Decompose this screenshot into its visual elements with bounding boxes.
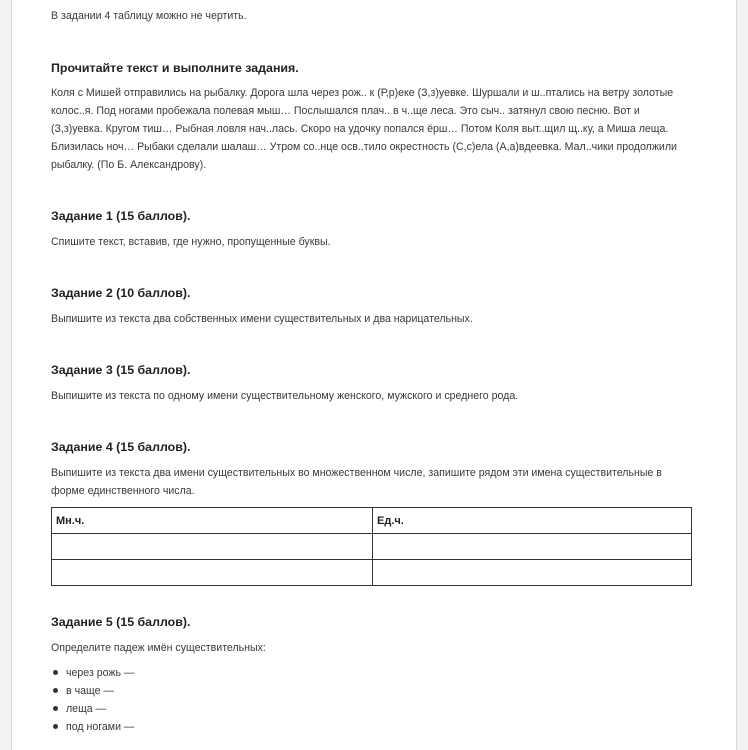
list-item (51, 700, 135, 718)
task-4-title: Задание 4 (15 баллов). (51, 440, 191, 454)
table-cell[interactable] (373, 560, 692, 586)
table-header-row (52, 508, 692, 534)
list-item (51, 682, 135, 700)
list-item (51, 664, 135, 682)
bullet-icon (53, 724, 58, 729)
task-5-title: Задание 5 (15 баллов). (51, 615, 191, 629)
task-2-title: Задание 2 (10 баллов). (51, 286, 191, 300)
worksheet-page (12, 0, 736, 750)
task-2-text: Выпишите из текста два собственных имени существительных и два нарицательных. (51, 313, 473, 325)
table-note: В задании 4 таблицу можно не чертить. (51, 10, 247, 22)
reading-text: Коля с Мишей отправились на рыбалку. Дорога шла через рож.. к (Р,р)еке (З,з)уевке. Шуршали и ш..птались на ветру золотые колос..я. Под ногами пробежала полевая мыш… Послышался плач.. в ч..ще леса. Это сыч.. затянул свою песню. Вот и (З,з)уевка. Кругом тиш… Рыбная ловля нач..лась. Скоро на удочку попался ёрш… Потом Коля выт..щил щ..ку, а Миша леща. Близилась ноч… Рыбаки сделали шалаш… Утром со..нце осв..тило окрестность (С,с)ела (А,а)вдеевка. Мал..чики продолжили рыбалку. (По Б. Александрову). (51, 87, 677, 171)
bullet-icon (53, 688, 58, 693)
case-list (51, 664, 135, 736)
list-item-text: леща — (66, 703, 107, 715)
bullet-icon (53, 670, 58, 675)
list-item-text: через рожь — (66, 667, 135, 679)
task-3-title: Задание 3 (15 баллов). (51, 363, 191, 377)
table-row (52, 560, 692, 586)
table-row (52, 534, 692, 560)
list-item-text: под ногами — (66, 721, 135, 733)
table-cell[interactable] (373, 534, 692, 560)
header-plural: Мн.ч. (52, 508, 373, 534)
table-cell[interactable] (52, 534, 373, 560)
list-item (51, 718, 135, 736)
task-1-text: Спишите текст, вставив, где нужно, пропущенные буквы. (51, 236, 331, 248)
task-1-title: Задание 1 (15 баллов). (51, 209, 191, 223)
table-cell[interactable] (52, 560, 373, 586)
bullet-icon (53, 706, 58, 711)
task-3-text: Выпишите из текста по одному имени существительному женского, мужского и среднего рода. (51, 390, 519, 402)
task-5-text: Определите падеж имён существительных: (51, 642, 266, 654)
reading-title: Прочитайте текст и выполните задания. (51, 61, 299, 75)
list-item-text: в чаще — (66, 685, 115, 697)
plural-singular-table (51, 507, 692, 586)
header-singular: Ед.ч. (373, 508, 692, 534)
task-4-text: Выпишите из текста два имени существительных во множественном числе, запишите рядом эти имена существительные в форме единственного числа. (51, 467, 662, 497)
